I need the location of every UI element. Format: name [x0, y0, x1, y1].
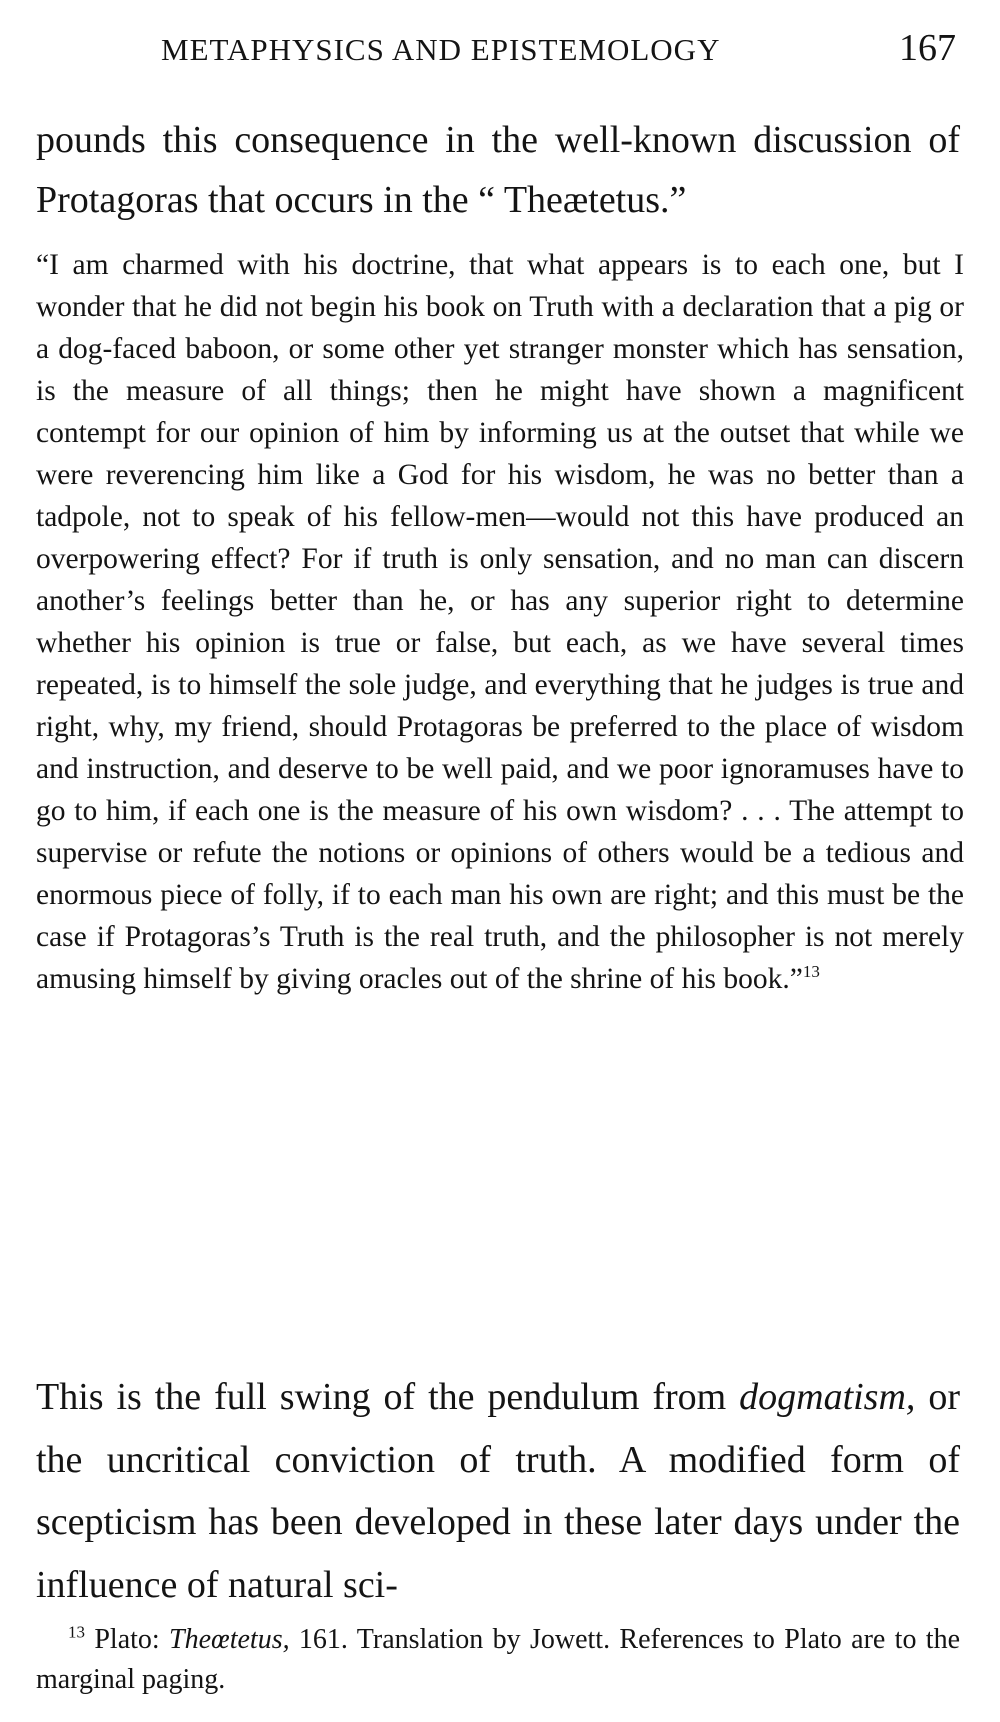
footnote: [36, 1620, 960, 1700]
lead-paragraph-text: pounds this consequence in the well-known discussion of Protagoras that occurs in the “ Theætetus.”: [36, 119, 960, 221]
footnote-reference: 13: [802, 962, 820, 982]
lead-paragraph: [36, 110, 960, 230]
footnote-marker: 13: [68, 1622, 85, 1642]
footnote-text-end: 161. Translation by Jowett. References to Plato are to the marginal paging.: [36, 1624, 960, 1695]
block-quote-text: “I am charmed with his doctrine, that what appears is to each one, but I wonder that he did not begin his book on Truth with a declaration that a pig or a dog-faced baboon, or some other yet stranger monster which has sensation, is the measure of all things; then he might have shown a magnificent contempt for our opinion of him by informing us at the outset that while we were reverencing him like a God for his wisdom, he was no better than a tadpole, not to speak of his fellow-men—would not this have produced an overpowering effect? For if truth is only sensation, and no man can discern another’s feelings better than he, or has any superior right to determine whether his opinion is true or false, but each, as we have several times repeated, is to himself the sole judge, and everything that he judges is true and right, why, my friend, should Protagoras be preferred to the place of wisdom and instruction, and deserve to be well paid, and we poor ignoramuses have to go to him, if each one is the measure of his own wisdom? . . . The attempt to supervise or refute the notions or opinions of others would be a tedious and enormous piece of folly, if to each man his own are right; and this must be the case if Protagoras’s Truth is the real truth, and the philosopher is not merely amusing himself by giving oracles out of the shrine of his book.”: [36, 249, 964, 995]
body-paragraph-text-start: This is the full swing of the pendulum from: [36, 1376, 740, 1418]
page-header: [36, 26, 956, 76]
body-paragraph-emphasis: dogmatism,: [739, 1376, 916, 1418]
body-paragraph: [36, 1366, 960, 1616]
running-head: METAPHYSICS AND EPISTEMOLOGY: [161, 32, 721, 67]
footnote-text-start: Plato:: [85, 1624, 170, 1655]
body-paragraph-text-end: or the uncritical conviction of truth. A modified form of scepticism has been developed in these later days under the influence of natural sci-: [36, 1376, 960, 1606]
footnote-title: Theœtetus,: [169, 1624, 290, 1655]
page-number: 167: [899, 27, 956, 69]
block-quote: [36, 244, 964, 1000]
